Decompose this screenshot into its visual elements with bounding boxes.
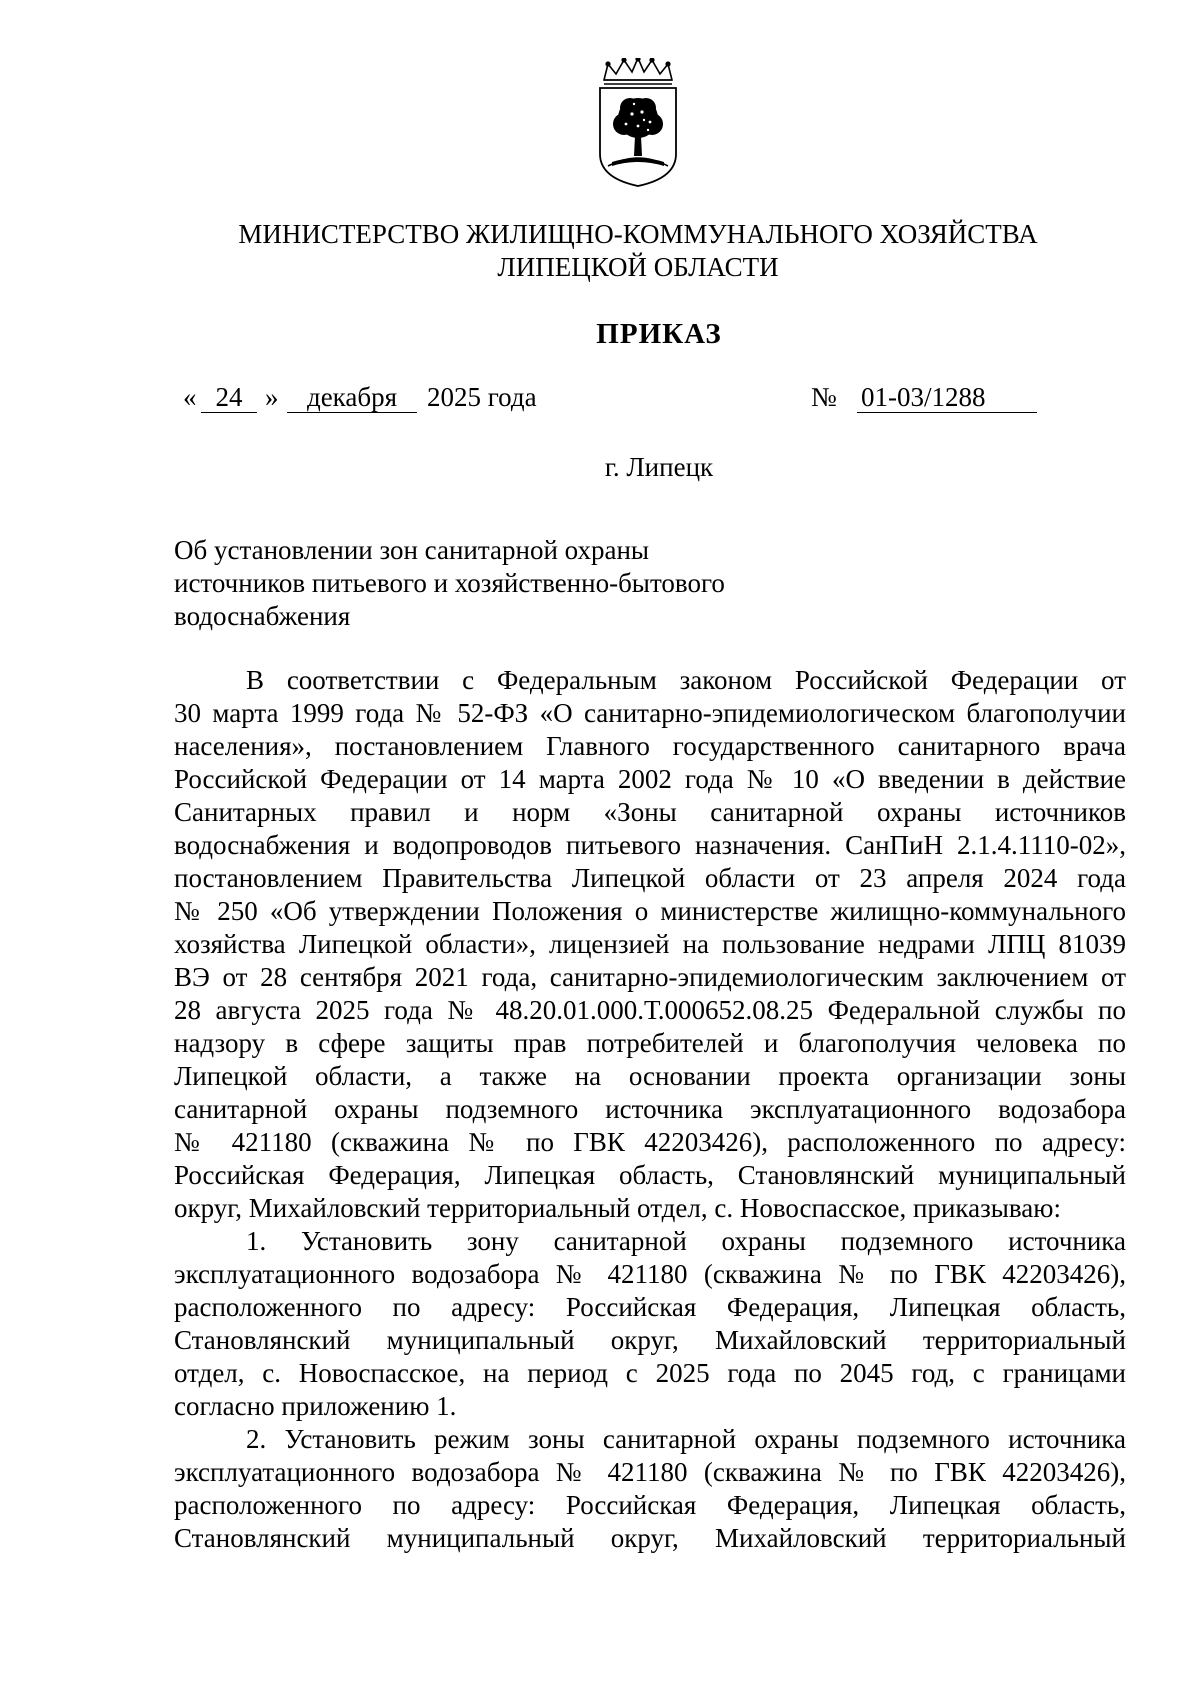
document-type-title: ПРИКАЗ [596, 318, 722, 350]
body-line: санитарной охраны подземного источника эксплуатационного водозабора [174, 1094, 1126, 1124]
body-line: надзору в сфере защиты прав потребителей и благополучия человека по [174, 1028, 1126, 1058]
subject-line: водоснабжения [174, 601, 351, 631]
body-line: № 421180 (скважина № по ГВК 42203426), расположенного по адресу: [174, 1127, 1126, 1157]
subject-line: Об установлении зон санитарной охраны [174, 535, 650, 565]
body-line: Санитарных правил и норм «Зоны санитарной охраны источников [174, 797, 1126, 827]
item-1-line: согласно приложению 1. [174, 1391, 457, 1421]
quote-close: » [265, 382, 279, 412]
date-number-line [183, 382, 1103, 422]
body-line: постановлением Правительства Липецкой области от 23 апреля 2024 года [174, 863, 1126, 893]
body-line: водоснабжения и водопроводов питьевого назначения. СанПиН 2.1.4.1110-02», [174, 830, 1126, 860]
body-line: округ, Михайловский территориальный отдел, с. Новоспасское, приказываю: [174, 1193, 1061, 1223]
body-line: № 250 «Об утверждении Положения о министерстве жилищно-коммунального [174, 896, 1126, 926]
body-line: Российская Федерация, Липецкая область, Становлянский муниципальный [174, 1160, 1126, 1190]
quote-open: « [183, 382, 197, 412]
ministry-name-line2: ЛИПЕЦКОЙ ОБЛАСТИ [497, 252, 779, 282]
lipetsk-coat-of-arms-icon [594, 58, 682, 188]
body-line: населения», постановлением Главного государственного санитарного врача [174, 731, 1126, 761]
item-1-line: 1. Установить зону санитарной охраны подземного источника [246, 1226, 1126, 1256]
item-1-line: Становлянский муниципальный округ, Михайловский территориальный [174, 1325, 1126, 1355]
item-1-line: эксплуатационного водозабора № 421180 (скважина № по ГВК 42203426), [174, 1259, 1126, 1289]
item-1-line: отдел, с. Новоспасское, на период с 2025 года по 2045 год, с границами [174, 1358, 1126, 1388]
body-line: Российской Федерации от 14 марта 2002 года № 10 «О введении в действие [174, 764, 1126, 794]
body-line: 28 августа 2025 года № 48.20.01.000.Т.000652.08.25 Федеральной службы по [174, 995, 1126, 1025]
order-month: декабря [287, 382, 417, 413]
item-1-line: расположенного по адресу: Российская Федерация, Липецкая область, [174, 1292, 1126, 1322]
city-name: г. Липецк [604, 452, 714, 482]
item-2-line: 2. Установить режим зоны санитарной охраны подземного источника [246, 1424, 1126, 1454]
number-sign: № [811, 382, 837, 412]
item-2-line: расположенного по адресу: Российская Федерация, Липецкая область, [174, 1490, 1126, 1520]
order-subject [174, 534, 794, 633]
item-2-line: Становлянский муниципальный округ, Михайловский территориальный [174, 1523, 1126, 1553]
subject-line: источников питьевого и хозяйственно-бытового [174, 568, 725, 598]
body-line: В соответствии с Федеральным законом Российской Федерации от [246, 665, 1126, 695]
body-line: 30 марта 1999 года № 52-ФЗ «О санитарно-эпидемиологическом благополучии [174, 698, 1126, 728]
body-line: Липецкой области, а также на основании проекта организации зоны [174, 1061, 1126, 1091]
body-line: хозяйства Липецкой области», лицензией на пользование недрами ЛПЦ 81039 [174, 929, 1126, 959]
body-line: ВЭ от 28 сентября 2021 года, санитарно-эпидемиологическим заключением от [174, 962, 1126, 992]
order-day: 24 [201, 382, 257, 413]
order-year: 2025 года [427, 382, 537, 412]
order-number: 01-03/1288 [857, 382, 1037, 413]
item-2-line: эксплуатационного водозабора № 421180 (скважина № по ГВК 42203426), [174, 1457, 1126, 1487]
ministry-name-line1: МИНИСТЕРСТВО ЖИЛИЩНО-КОММУНАЛЬНОГО ХОЗЯЙСТВА [238, 219, 1038, 249]
order-body [174, 664, 1126, 1555]
